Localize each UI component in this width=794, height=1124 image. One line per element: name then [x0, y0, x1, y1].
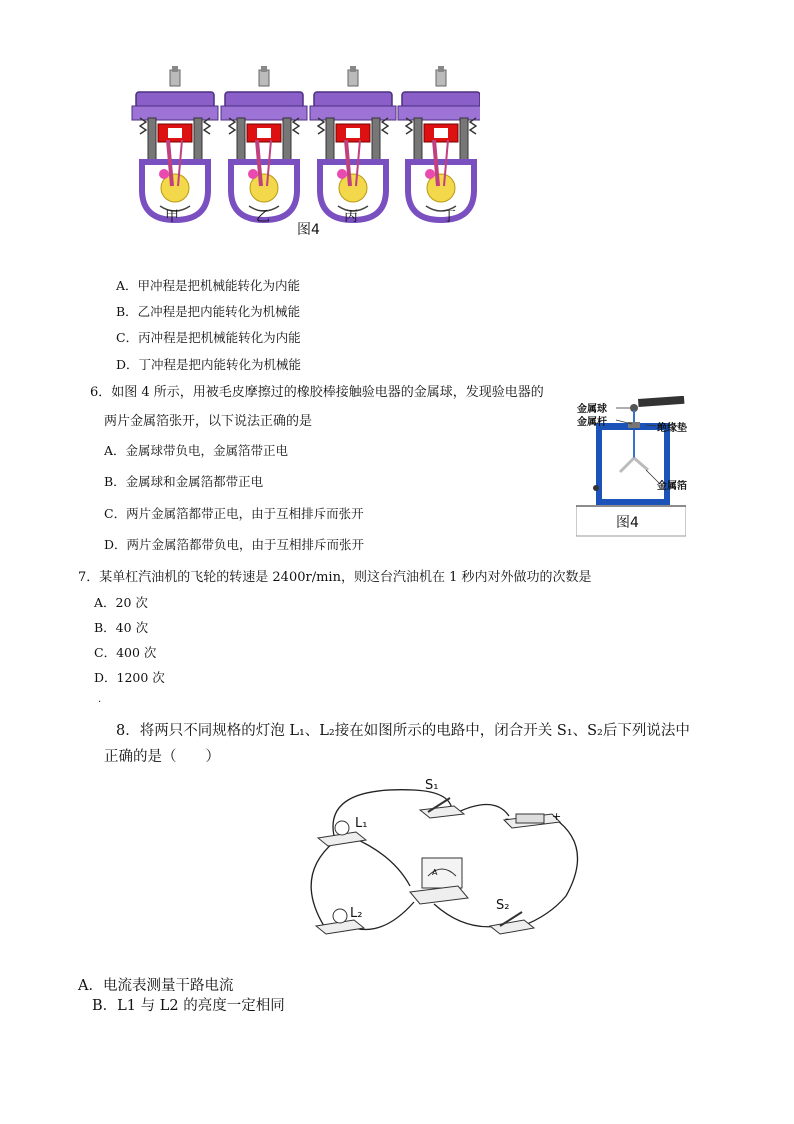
q7-option-a: A．20 次	[94, 595, 148, 610]
q6-stem-line2: 两片金属箔张开，以下说法正确的是	[104, 414, 313, 429]
q6-option-b: B．金属球和金属箔都带正电	[104, 474, 264, 489]
q7-option-b: B．40 次	[94, 620, 149, 635]
electroscope-label-pad: 绝缘垫	[657, 423, 687, 434]
q5-option-a: A．甲冲程是把机械能转化为内能	[116, 278, 301, 293]
electroscope-label-ball: 金属球	[577, 404, 607, 415]
engine-figure	[130, 62, 480, 242]
circuit-diagram	[304, 776, 584, 946]
circuit-label-s1: S₁	[425, 778, 439, 793]
engine-caption: 图4	[297, 222, 320, 238]
q8-option-a: A．电流表测量干路电流	[78, 978, 234, 994]
electroscope-caption: 图4	[616, 515, 639, 531]
engine-label-yi: 乙	[256, 209, 270, 225]
circuit-label-plus: +	[552, 810, 562, 823]
q5-option-d: D．丁冲程是把内能转化为机械能	[116, 357, 302, 372]
engine-label-jia: 甲	[165, 209, 179, 225]
electroscope-label-rod: 金属杆	[577, 417, 607, 428]
stray-dot: .	[98, 694, 102, 705]
q6-option-d: D．两片金属箔都带负电，由于互相排斥而张开	[104, 537, 365, 552]
circuit-label-l1: L₁	[355, 816, 368, 831]
circuit-label-minus: -	[505, 812, 509, 825]
circuit-label-s2: S₂	[496, 898, 510, 913]
q5-option-c: C．丙冲程是把机械能转化为内能	[116, 330, 301, 345]
circuit-label-l2: L₂	[350, 906, 363, 921]
circuit-figure	[304, 776, 584, 946]
engine-label-bing: 丙	[344, 209, 358, 225]
q8-option-b: B．L1 与 L2 的亮度一定相同	[92, 998, 285, 1014]
q8-stem-line1: 8．将两只不同规格的灯泡 L₁、L₂接在如图所示的电路中，闭合开关 S₁、S₂后下列说法中	[116, 723, 690, 739]
q7-option-d: D．1200 次	[94, 670, 165, 685]
q7-stem: 7．某单杠汽油机的飞轮的转速是 2400r/min，则这台汽油机在 1 秒内对外做功的次数是	[78, 570, 592, 585]
engine-label-ding: 丁	[442, 209, 456, 225]
q6-option-a: A．金属球带负电，金属箔带正电	[104, 443, 289, 458]
electroscope-label-leaf: 金属箔	[657, 481, 687, 492]
q7-option-c: C．400 次	[94, 645, 157, 660]
q5-option-b: B．乙冲程是把内能转化为机械能	[116, 304, 301, 319]
ammeter-label: A	[432, 868, 438, 877]
q6-option-c: C．两片金属箔都带正电，由于互相排斥而张开	[104, 506, 364, 521]
engine-diagram	[130, 62, 480, 242]
q8-stem-line2: 正确的是（ ）	[104, 749, 220, 765]
q6-stem-line1: 6．如图 4 所示，用被毛皮摩擦过的橡胶棒接触验电器的金属球，发现验电器的	[90, 385, 544, 400]
